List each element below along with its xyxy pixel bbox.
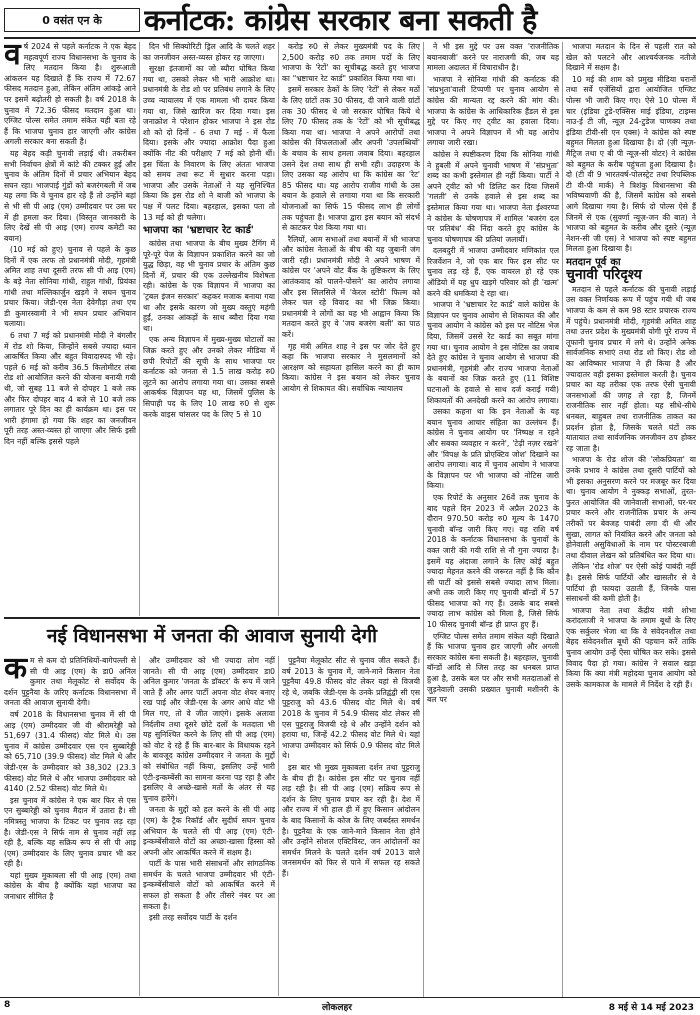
paragraph: एक रिपोर्ट के अनुसार 26वें तक चुनाव के बाद पहले दिन 2023 में अप्रैल 2023 के दौरान 970.50 करोड़ रु0 मूल्य के 1470 चुनावी बॉन्ड जारी किए गए। यह राशि वर्ष 2018 के कर्नाटक विधानसभा के चुनावों के वक्त जारी की गयी राशि से नौ गुना ज्यादा है। इसमें यह अंदाजा लगाने के लिए कोई बहुत ज्यादा मेहनत करने की जरूरत नहीं है कि कौन सी पार्टी को इससे सबसे ज्यादा लाभ मिला। अभी तक जारी किए गए चुनावी बॉन्डों में 57 फीसद भाजपा को गए हैं। उसके बाद सबसे ज्यादा लाभ कांग्रेस को मिला है, जिसे सिर्फ 10 फीसद चुनावी बॉन्ड ही प्राप्त हुए हैं।	[427, 492, 559, 630]
column-divider	[139, 42, 140, 616]
paragraph: करोड़ रु0 से लेकर मुख्यमंत्री पद के लिए 2,500 करोड़ रु0 तक तमाम पदों के लिए भाजपा के 'रेटों' का सूचीबद्ध करते हुए भाजपा का "भ्रष्टाचार रेट कार्ड" प्रकाशित किया गया था।	[282, 42, 420, 83]
paragraph: यहां मुख्य मुकाबला सी पी आइ (एम) तथा कांग्रेस के बीच है क्योंकि यहां भाजपा का जनाधार सीमित है	[4, 870, 136, 902]
box-column-2	[143, 656, 275, 996]
box-column-3	[282, 656, 420, 996]
paragraph: कांग्रेस तथा भाजपा के बीच मुख्य टैगिंग में पूरे-पूरे पेज के विज्ञापन प्रकाशित करने का जो युद्ध छिड़ा, वह भी चुनाव प्रचार के अंतिम कुछ दिनों में, प्रचार की एक उल्लेखनीय विशेषता रही। कांग्रेस के एक विज्ञापन में भाजपा का 'ट्रबल इंजन सरकार' कहकर मजाक बनाया गया था और इसके कारण जो मुख्य वस्तुएं महंगी हुईं, उनका आंकड़ों के साथ ब्यौरा दिया गया था।	[143, 239, 275, 333]
subheading-small: मतदान पूर्व का	[566, 256, 621, 268]
article-column-2	[143, 42, 275, 616]
column-divider	[562, 42, 563, 997]
column-divider	[278, 42, 279, 616]
paragraph: एग्जिट पोल्स समेत तमाम संकेत यही दिखाते हैं कि भाजपा चुनाव हार जाएगी और अगली सरकार कांग्रेस बना सकती है। बहरहाल, चुनावी बॉन्डों आदि से जिस तरह का धनबल प्राप्त हुआ है, उसके बल पर और सभी मतदाताओं से जुड़नेवाली उसकी प्रख्यात चुनावी मशीनरी के बल पर	[427, 631, 559, 705]
paragraph: रैलियों, आम सभाओं तथा बयानों में भी भाजपा और कांग्रेस नेताओं के बीच की यह जुबानी जंग जारी रही। प्रधानमंत्री मोदी ने अपने भाषण में कांग्रेस पर 'अपने वोट बैंक के तुष्टिकरण के लिए आतंकवाद को पालने-पोसने' का आरोप लगाया और इस सिलसिले में 'केरल स्टोरी' फिल्म को लेकर चल रहे विवाद का भी जिक्र किया। प्रधानमंत्री ने लोगों का यह भी आह्वान किया कि मतदान करते हुए वे 'जय बजरंग बली' का पाठ करें।	[282, 234, 420, 340]
subheading: भाजपा का 'भ्रष्टाचार रेट कार्ड'	[143, 225, 254, 237]
paragraph: 10 मई की शाम को प्रमुख मीडिया घरानों तथा सर्वे एजेंसियों द्वारा आयोजित एग्जिट पोल्स भी जारी किए गए। ऐसे 10 पोल्स में चार (इंडिया टुडे-एक्सिस माई इंडिया, टाइम्स नाउ-ई टी जी, न्यूज़ 24-टुडेज चाणक्य तथा इंडिया टीवी-सी एन एक्स) ने कांग्रेस को स्पष्ट बहुमत मिलता हुआ दिखाया है। दो (ज़ी न्यूज़-मैट्रिज तथा ए बी पी न्यूज़-सी वोटर) ने कांग्रेस को बहुमत के करीब पहुंचता हुआ दिखाया है। दो (टी वी 9 भारतवर्ष-पोलस्ट्रेट तथा रिपब्लिक टी वी-पी मार्क) ने त्रिशंकु विधानसभा की भविष्यवाणी की है, जिसमें कांग्रेस को सबसे आगे दिखाया गया है। सिर्फ दो पोल्स ऐसे हैं जिनमें से एक (सुवर्णा न्यूज़-जन की बात) ने भाजपा को बहुमत के करीब और दूसरे (न्यूज़ नेशन-सी जी एस) ने भाजपा को स्पष्ट बहुमत मिलता हुआ दिखाया है।	[566, 74, 696, 254]
subheading	[566, 257, 696, 283]
paragraph: मतदान से पहले कर्नाटक की चुनावी लड़ाई उस वक्त निर्णायक रूप में पहुंच गयी थी जब भाजपा के कम से कम 98 स्टार प्रचारक राज्य में पहुंचे। प्रधानमंत्री मोदी, गृहमंत्री अमित शाह तथा उत्तर प्रदेश के मुख्यमंत्री योगी पूरे राज्य में तूफानी चुनाव प्रचार में लगे थे। उन्होंने अनेक सार्वजनिक सभाएं तथा रोड शो किए। रोड शो का आविष्कार भाजपा ने ही किया है और ज्यादातर वही इसका इस्तेमाल करती है। चुनाव प्रचार का यह तरीका एक तरफ ऐसी चुनावी जनसभाओं की जगह ले रहा है, जिनमें राजनीतिक सार नहीं होता। यह सीधे-सीधे धनबल, बाहुबल तथा राजनीतिक ताकत का प्रदर्शन होता है, जिसके चलते घंटों तक यातायात तथा सार्वजनिक जनजीवन ठप होकर रह जाता है।	[566, 284, 696, 453]
paragraph: यह बेहद कड़ी चुनावी लड़ाई थी। तकरीबन सभी निर्वाचन क्षेत्रों में कांटे की टक्कर हुई और चुनाव के अंतिम दिनों में प्रचार अभियान बेहद सघन रहा। भाजपाई गुंडों को बजरंगबली में जब यह लगा कि वे चुनाव हार रहे हैं तो उन्होंने बहां से भी सी पी आइ (एम) उम्मीदवार पर उस घर में ही हमला कर दिया। (विस्तृत जानकारी के लिए देखें सी पी आइ (एम) राज्य कमेटी का बयान)	[4, 148, 136, 243]
paragraph: र्ष 2024 से पहले कर्नाटक ने एक बेहद महत्वपूर्ण राज्य विधानसभा के चुनाव के लिए मतदान किया है। शुरूआती आंकलन यह दिखाते हैं कि राज्य में 72.67 फीसद मतदान हुआ, लेकिन अंतिम आंकड़े आने पर इसमें बढ़ोतरी हो सकती है। वर्ष 2018 के चुनाव में 72.36 फीसद मतदान हुआ था। एग्जिट पोल्स समेत तमाम संकेत यही बता रहे हैं कि भाजपा चुनाव हार जाएगी और कांग्रेस अगली सरकार बना सकती है।	[4, 42, 136, 147]
header-rule	[4, 37, 696, 39]
paragraph: 6 तथा 7 मई को प्रधानमंत्री मोदी ने बंगलौर में रोड शो किया, जिन्होंने सबसे ज्यादा ध्यान आकर्षित किया और बहुत विवादास्पद भी रहे। पहले 6 मई को करीब 36.5 किलोमीटर लंबा रोड शो आयोजित करने की योजना बनायी गयी थी, जो सुबह 11 बजे से दोपहर 1 बजे तक और फिर दोपहर बाद 4 बजे से 10 बजे तक लगातार पूरे दिन का ही कार्यक्रम था। इस पर भारी हंगामा हो गया कि शहर का जनजीवन पूरी तरह अस्त-व्यस्त हो जाएगा और सिर्फ इसी दिन नहीं बल्कि इससे पहले	[4, 331, 136, 446]
paragraph: लेकिन 'रोड शोज' पर ऐसी कोई पाबंदी नहीं है। इससे सिर्फ पार्टियों और खासतौर से वे पार्टियां ही फायदा उठाती हैं, जिनके पास संसाधनों की कमी होती है।	[566, 562, 696, 604]
column-divider	[139, 656, 140, 996]
article-column-3	[282, 42, 420, 616]
page-header	[4, 3, 696, 37]
paragraph: एक अन्य विज्ञापन में मुख्य-मुख्य घोटालों का जिक्र करते हुए और उनको लेकर मीडिया में छपी रिपोर्टों की सूची के साथ भाजपा पर कर्नाटक को जनता से 1.5 लाख करोड़ रु0 लूटने का आरोप लगाया गया था। उसका सबसे आकर्षक विज्ञापन यह था, जिसमें पुलिस के सिपाही पद के लिए 10 लाख रु0 से शुरू करके वाइस चांसलर पद के लिए 5 से 10	[143, 335, 275, 419]
column-divider	[278, 656, 279, 996]
dropcap: क	[4, 656, 28, 686]
page-number: 8	[4, 1000, 11, 1010]
paragraph: इसी तरह सर्वोदय पार्टी के दर्शन	[149, 913, 237, 923]
paragraph: पार्टी के पास भारी संसाधनों और सांगठनिक समर्थन के चलते भाजपा उम्मीदवार भी एंटी-इन्कम्बेंसीवाले वोटों को आकर्षित करने में सफल हो सकता है और तीसरे नंबर पर आ सकता है।	[143, 859, 275, 911]
paragraph: इस चुनाव में कांग्रेस ने एक बार फिर से एस एन सुब्बारेड्डी को चुनाव मैदान में उतारा है। सी नमित्रस्तु भाजपा के टिकट पर चुनाव लड़ रहा है। जेडी-एस ने सिर्फ नाम से चुनाव नहीं लड़ रही है, बल्कि यह सक्रिय रूप से सी पी आइ (एम) उम्मीदवार के लिए चुनाव प्रचार भी कर रही है।	[4, 795, 136, 869]
paragraph: इस बार भी मुख्य मुकाबला दर्शन तथा पुट्टराजु के बीच ही है। कांग्रेस इस सीट पर चुनाव नहीं लड़ रही है। सी पी आइ (एम) सक्रिय रूप से दर्शन के लिए चुनाव प्रचार कर रही है। देश में और राज्य में भी हाल ही में हुए किसान आंदोलन के बाद किसानों के कोज के लिए जबर्दस्त समर्थन है। पुट्टनैया के एक जाने-माने किसान नेता होने और उन्होंने सोशल एक्टिविस्ट, जन आंदोलनों का समर्थन मिलने के चलते दर्शन वर्ष 2013 वाले जनसमर्थन को फिर से पाने में सफल रह सकते हैं।	[282, 762, 420, 878]
paragraph: ने भी इस मुद्दे पर उस वक्त 'राजनीतिक बयानबाजी' करने पर नाराजगी की, जब यह मामला अदालत में विचाराधीन है।	[427, 42, 559, 73]
dropcap: व	[4, 42, 21, 72]
paragraph: उसका कहना था कि इन नेताओं के यह बयान चुनाव आचार संहिता का उल्लंघन हैं। कांग्रेस ने चुनाव आयोग पर 'निष्पक्ष न रहने और सबका व्यवहार न करने', 'टेढ़ी नज़र रखने' और 'विपक्ष के प्रति प्रोएक्टिव जोश' दिखाने का आरोप लगाया। बाद में चुनाव आयोग ने भाजपा के विज्ञापन पर भी भाजपा को नोटिस जारी किया।	[427, 407, 559, 491]
page-footer	[0, 997, 700, 1015]
article-column-5	[566, 42, 696, 997]
issue-date: 8 मई से 14 मई 2023	[608, 1003, 694, 1013]
paragraph: भाजपा ने सोनिया गांधी की कर्नाटक की 'संप्रभुता'वाली टिप्पणी पर चुनाव आयोग से कांग्रेस की मान्यता रद्द करने की मांग की। भाजपा के कांग्रेस के आधिकारिक हैंडल से इस मुद्दे पर किए गए ट्वीट का हवाला दिया। भाजपा ने अपने विज्ञापन में भी यह आरोप लगाया जारी रखा।	[427, 74, 559, 148]
paragraph: जनता के मुद्दों को हल करने के सी पी आइ (एम) के ट्रैक रिकॉर्ड और सुदीर्घ सघन चुनाव अभियान के चलते सी पी आइ (एम) एंटी-इन्कम्बेंसीवाले वोटों का अच्छा-खासा हिस्सा को अपनी ओर आकर्षित करने में सक्षम है।	[143, 805, 275, 857]
paragraph: सुरक्षा इंतजामों का जो ब्यौरा घोषित किया गया था, उसको लेकर भी भारी आक्रोश था। प्रधानमंत्री के रोड शो पर प्रतिबंध लगाने के लिए उच्च न्यायालय में एक मामला भी दायर किया गया था, जिसे खारिज कर दिया गया। इस जनाक्रोश ने परेशान होकर भाजपा ने इस रोड शो को दो दिनों - 6 तथा 7 मई - में फैला दिया। इसके और ज्यादा आक्रोश पैदा हुआ क्योंकि नीट की परीक्षाएं 7 मई को होनी थीं। इस चिंता के निवारण के लिए अंततः भाजपा को समय तथा रूट में सुधार करना पड़ा। भाजपा और उसके नेताओं ने यह सुनिश्चित किया कि इस रोड शो ने बाजी को भाजपा के पक्ष में पलट दिया। बहरहाल, इसका पता तो 13 मई को ही चलेगा।	[143, 64, 275, 222]
paragraph: (10 मई को हुए) चुनाव से पहले के कुछ दिनों में एक तरफ तो प्रधानमंत्री मोदी, गृहमंत्री अमित शाह तथा दूसरी तरफ सी पी आइ (एम) के बड़े नेता सोनिया गांधी, राहुल गांधी, प्रियंका गांधी तथा मल्लिकार्जुन खड़गे ने सघन चुनाव प्रचार किया। जेडी-एस नेता देवेगौड़ा तथा एच डी कुमारस्वामी ने भी सघन प्रचार अभियान चलाया।	[4, 245, 136, 329]
paragraph: दिन भी सिक्योरिटी ड्रिल आदि के चलते शहर का जनजीवन अस्त-व्यस्त होकर रह जाएगा।	[143, 42, 275, 62]
paragraph: गृह मंत्री अमित शाह ने इस पर जोर देते हुए कहा कि भाजपा सरकार ने मुसलमानों को आरक्षण को सहायता हासिल करने का ही काम किया। कांग्रेस ने इस बयान को लेकर चुनाव आयोग से शिकायत की। सर्वाधिक न्यायालय	[282, 341, 420, 393]
column-label: 0 वसंत एन के	[4, 8, 140, 32]
article-column-4	[427, 42, 559, 997]
box-top-rule	[4, 617, 420, 619]
subheading-big: चुनावी परिदृश्य	[566, 266, 642, 283]
paragraph: भाजपा के रोड शोज की 'लोकप्रियता' या उनके प्रभाव ने कांग्रेस तथा दूसरी पार्टियों को भी इसका अनुसरण करने पर मजबूर कर दिया था। चुनाव आयोग ने नुक्कड़ सभाओं, तुरत-फुरत आयोजित की जानेवाली सभाओं, घर-घर प्रचार करने और राजनीतिक प्रचार के अन्य तरीकों पर बेवजह पाबंदी लगा दी थी और सुखा, लागत को नियंत्रित करने और जनता को होनेवाली असुविधाओं के नाम पर पोस्टरबाजी तथा दीवाल लेखन को प्रतिबंधित कर दिया था।	[566, 455, 696, 560]
paragraph: इसमें सरकार ठेकों के लिए 'रेटों' से लेकर मठों के लिए ग्रांटों तक 30 फीसद, दी जाने वाली ग्रांटों तक 30 फीसद थे जो सरकार घोषित किये थे लिए 70 फीसद तक के 'रेटों' को भी सूचीबद्ध किया गया था। भाजपा ने अपने आरोपों तथा कांग्रेस की विफलताओं और अपनी 'उपलब्धियों' के बचाव के साथ हमला जवाब दिया। बहरहाल उसने देश तथा साथ ही सभी रही। उदाहरण के लिए उसका यह आरोप था कि कांग्रेस का 'रेट' 85 फीसद था। यह आरोप राजीव गांधी के उस बयान के हवाले से लगाया गया था कि सरकारी योजनाओं का सिर्फ 15 फीसद लाभ ही लोगों तक पहुंचता है। भाजपा द्वारा इस बयान को संदर्भ से काटकर पेश किया गया था।	[282, 85, 420, 233]
publication-name: लोकलहर	[322, 1003, 352, 1013]
article-column-1	[4, 42, 136, 616]
paragraph: पुट्टनैया मेलूकोट सीट से चुनाव जीत सकते हैं। वर्ष 2013 के चुनाव में, जाने-माने किसान नेता पुट्टनैया 49.8 फीसद वोट लेकर यहां से विजयी रहे थे, जबकि जेडी-एस के उनके प्रतिद्वंद्वी सी एस पुट्टराजु को 43.6 फीसद वोट मिले थे। वर्ष 2018 के चुनाव में 54.9 फीसद वोट लेकर सी एस पुट्टराजु विजयी रहे थे और उन्होंने दर्शन को हराया था, जिन्हें 42.2 फीसद वोट मिले थे। यहां भाजपा उम्मीदवार को सिर्फ 0.9 फीसद वोट मिले थे।	[282, 656, 420, 761]
box-column-1	[4, 656, 136, 996]
box-headline: नई विधानसभा में जनता की आवाज सुनायी देगी	[46, 625, 378, 647]
paragraph: म से कम दो प्रतिनिधियों-बागेपल्ली से सी पी आइ (एम) के डा0 अनिल कुमार तथा मेलूकोट से सर्वोदय के दर्शन पुट्टनैया के जरिए कर्नाटक विधानसभा में जनता की आवाज सुनायी देगी।	[4, 656, 136, 708]
paragraph: भाजपा नेता तथा केंद्रीय मंत्री शोभा करांदलाजी ने भाजपा के तमाम बूथों के लिए एक सर्कुलर भेजा था कि वे संवेदनशील तथा बेहद संवेदनशील बूथों की पहचान करें ताकि चुनाव आयोग उन्हें ऐसा घोषित कर सके। इससे विवाद पैदा हो गया। कांग्रेस ने सवाल खड़ा किया कि क्या मंत्री महोदया चुनाव आयोग को उसके कामकाज के मामले में निर्देश दे रही हैं।	[566, 605, 696, 689]
paragraph: कांग्रेस ने स्पष्टीकरण दिया कि सोनिया गांधी ने हुबली में अपने चुनावी भाषण में 'संप्रभुता' शब्द का कभी इस्तेमाल ही नहीं किया। पार्टी ने अपने ट्वीट को भी डिलिट कर दिया जिसमें 'गलती' से उनके हवाले से इस शब्द का इस्तेमाल किया गया था। भाजपा नेता ईश्वरप्पा ने कांग्रेस के घोषणापत्र में शामिल 'बजरंग दल पर प्रतिबंध' की निंदा करते हुए कांग्रेस के चुनाव घोषणापत्र की प्रतियां जलायीं।	[427, 149, 559, 244]
paragraph: दलबदुरी में भाजपा उम्मीदवार मणिकांत एल रिजर्वेशन ने, जो एक बार फिर इस सीट पर चुनाव लड़ रहे हैं, एक वायरल हो रहे एक ऑडियो में यह धुप खड़गे परिवार को ही 'खत्म' करने की धमकियां दे रहा था।	[427, 246, 559, 298]
paragraph: और उम्मीदवार को भी ज्यादा लोग नहीं जानते। सी पी आइ (एम) उम्मीदवार डा0 अनिल कुमार 'जनता के डॉक्टर' के रूप में जाने जाते हैं और अगर पार्टी अपना वोट शेयर बनाए रख पाई और जेडी-एस के अगर आधे वोट भी मिल गए, तो वे जीत जाएंगे। इसके अलावा निर्दलीय तथा दूसरे छोटे दलों के मतदाता भी यह सुनिश्चित करने के लिए सी पी आइ (एम) को वोट दे रहे हैं कि बार-बार के विधायक रहने के बावजूद कांग्रेस उम्मीदवार ने जनता के मुद्दों को संबोधित नहीं किया, इसलिए उन्हें भारी एंटी-इन्कम्बेंसी का सामना करना पड़ रहा है और इसलिए वे अच्छे-खासे मतों के अंतर से यह चुनाव हारेंगे।	[143, 656, 275, 803]
paragraph: वर्ष 2018 के विधानसभा चुनाव में सी पी आइ (एम) उम्मीदवार जी वी श्रीरामरेड्डी को 51,697 (31.4 फीसद) वोट मिले थे। उस चुनाव में कांग्रेस उम्मीदवार एस एन सुब्बारेड्डी को 65,710 (39.9 फीसद) वोट मिले थे और जेडी-एस के उम्मीदवार को 38,302 (23.3 फीसद) वोट मिले थे और भाजपा उम्मीदवार को 4140 (2.52 फीसद) वोट मिले थे।	[4, 709, 136, 794]
main-headline: कर्नाटक: कांग्रेस सरकार बना सकती है	[144, 3, 537, 37]
column-divider	[423, 42, 424, 997]
paragraph: भाजपा ने 'भ्रष्टाचार रेट कार्ड' वाले कांग्रेस के विज्ञापन पर चुनाव आयोग से शिकायत की और चुनाव आयोग ने कांग्रेस को इस पर नोटिस भेज दिया, जिसमें उससे रेट कार्ड का सबूत मांगा गया था। चुनाव आयोग ने इस नोटिस का जवाब देते हुए कांग्रेस ने चुनाव आयोग से भाजपा की प्रधानमंत्री, गृहमंत्री और राज्य भाजपा नेताओं के बयानों का जिक्र करते हुए (11 विशिष्ट घटनाओं के हवाले से साथ दर्ज कराई गयी) शिकायतों की अनदेखी करने का आरोप लगाया।	[427, 300, 559, 405]
paragraph: भाजपा मतदान के दिन से पहली रात को खेल को पलटने और आश्चर्यजनक नतीजे दिखाने में सक्षम है।	[566, 42, 696, 73]
